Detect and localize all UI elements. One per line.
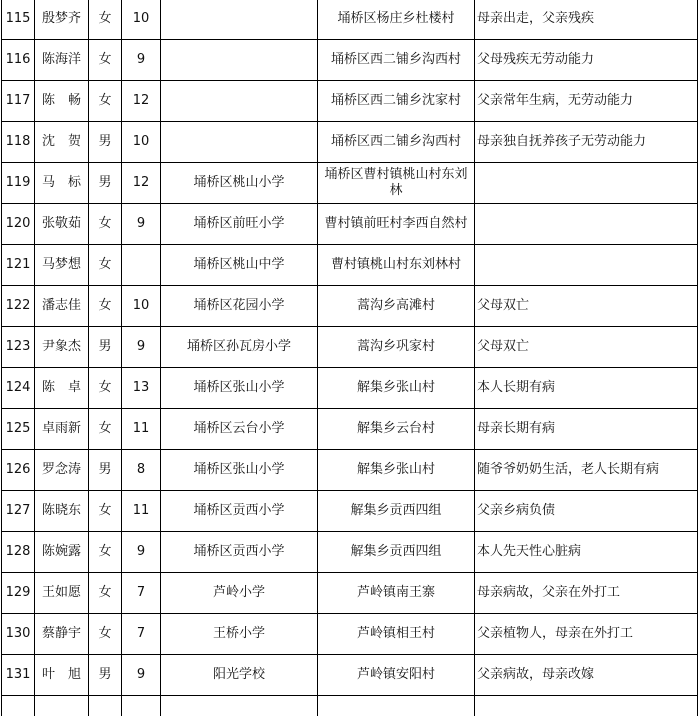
situation-cell[interactable] — [475, 204, 698, 245]
row-number-cell[interactable]: 115 — [2, 0, 35, 40]
address-cell[interactable] — [318, 696, 475, 716]
row-number-cell[interactable]: 119 — [2, 163, 35, 204]
situation-cell[interactable]: 母亲出走，父亲残疾 — [475, 0, 698, 40]
name-cell[interactable]: 蔡静宇 — [35, 614, 89, 655]
sex-cell[interactable]: 女 — [89, 573, 122, 614]
name-cell[interactable]: 卓雨新 — [35, 409, 89, 450]
row-number-cell[interactable]: 124 — [2, 368, 35, 409]
age-cell[interactable]: 9 — [122, 327, 161, 368]
situation-cell[interactable]: 本人长期有病 — [475, 368, 698, 409]
situation-cell[interactable]: 父亲病故，母亲改嫁 — [475, 655, 698, 696]
situation-cell[interactable]: 父母双亡 — [475, 327, 698, 368]
school-cell[interactable]: 芦岭小学 — [161, 573, 318, 614]
name-cell[interactable]: 殷梦齐 — [35, 0, 89, 40]
name-cell[interactable]: 尹象杰 — [35, 327, 89, 368]
table-row — [2, 696, 698, 716]
school-cell[interactable]: 埇桥区前旺小学 — [161, 204, 318, 245]
address-cell[interactable]: 解集乡张山村 — [318, 450, 475, 491]
row-number-cell[interactable]: 118 — [2, 122, 35, 163]
row-number-cell[interactable]: 123 — [2, 327, 35, 368]
table-row — [2, 0, 698, 40]
address-cell[interactable]: 蒿沟乡巩家村 — [318, 327, 475, 368]
address-cell[interactable]: 埇桥区西二铺乡沟西村 — [318, 40, 475, 81]
sex-cell[interactable]: 女 — [89, 81, 122, 122]
situation-cell[interactable]: 父亲乡病负债 — [475, 491, 698, 532]
name-cell[interactable]: 马 标 — [35, 163, 89, 204]
age-cell[interactable]: 10 — [122, 0, 161, 40]
row-number-cell[interactable]: 121 — [2, 245, 35, 286]
row-number-cell[interactable]: 125 — [2, 409, 35, 450]
school-cell[interactable] — [161, 122, 318, 163]
school-cell[interactable]: 王桥小学 — [161, 614, 318, 655]
situation-cell[interactable]: 父母双亡 — [475, 286, 698, 327]
row-number-cell[interactable]: 126 — [2, 450, 35, 491]
name-cell[interactable] — [35, 696, 89, 716]
name-cell[interactable]: 张敬茹 — [35, 204, 89, 245]
table-row — [2, 614, 698, 655]
situation-cell[interactable] — [475, 696, 698, 716]
situation-cell[interactable]: 随爷爷奶奶生活，老人长期有病 — [475, 450, 698, 491]
address-cell[interactable]: 埇桥区西二铺乡沟西村 — [318, 122, 475, 163]
age-cell[interactable]: 8 — [122, 450, 161, 491]
row-number-cell[interactable]: 131 — [2, 655, 35, 696]
sex-cell[interactable]: 男 — [89, 163, 122, 204]
school-cell[interactable]: 埇桥区张山小学 — [161, 368, 318, 409]
name-cell[interactable]: 罗念涛 — [35, 450, 89, 491]
sex-cell[interactable] — [89, 696, 122, 716]
age-cell[interactable]: 13 — [122, 368, 161, 409]
table-row — [2, 245, 698, 286]
sex-cell[interactable]: 女 — [89, 0, 122, 40]
sex-cell[interactable]: 女 — [89, 368, 122, 409]
row-number-cell[interactable]: 128 — [2, 532, 35, 573]
table-row — [2, 204, 698, 245]
roster-body — [2, 0, 698, 716]
situation-cell[interactable]: 母亲独自抚养孩子无劳动能力 — [475, 122, 698, 163]
age-cell[interactable]: 11 — [122, 491, 161, 532]
table-row — [2, 450, 698, 491]
table-row — [2, 122, 698, 163]
table-row — [2, 573, 698, 614]
school-cell[interactable]: 埇桥区桃山中学 — [161, 245, 318, 286]
sex-cell[interactable]: 女 — [89, 491, 122, 532]
school-cell[interactable] — [161, 0, 318, 40]
name-cell[interactable]: 陈 畅 — [35, 81, 89, 122]
age-cell[interactable]: 9 — [122, 532, 161, 573]
situation-cell[interactable]: 母亲长期有病 — [475, 409, 698, 450]
school-cell[interactable]: 埇桥区云台小学 — [161, 409, 318, 450]
name-cell[interactable]: 沈 贺 — [35, 122, 89, 163]
address-cell[interactable]: 蒿沟乡高滩村 — [318, 286, 475, 327]
age-cell[interactable]: 9 — [122, 40, 161, 81]
table-row — [2, 327, 698, 368]
age-cell[interactable] — [122, 245, 161, 286]
row-number-cell[interactable] — [2, 696, 35, 716]
age-cell[interactable]: 9 — [122, 655, 161, 696]
sex-cell[interactable]: 男 — [89, 327, 122, 368]
school-cell[interactable]: 埇桥区桃山小学 — [161, 163, 318, 204]
school-cell[interactable]: 埇桥区孙瓦房小学 — [161, 327, 318, 368]
name-cell[interactable]: 陈海洋 — [35, 40, 89, 81]
name-cell[interactable]: 叶 旭 — [35, 655, 89, 696]
address-cell[interactable]: 曹村镇前旺村李西自然村 — [318, 204, 475, 245]
address-cell[interactable]: 解集乡云台村 — [318, 409, 475, 450]
table-row — [2, 368, 698, 409]
table-row — [2, 40, 698, 81]
school-cell[interactable]: 埇桥区花园小学 — [161, 286, 318, 327]
name-cell[interactable]: 马梦想 — [35, 245, 89, 286]
address-cell[interactable]: 解集乡张山村 — [318, 368, 475, 409]
name-cell[interactable]: 陈婉露 — [35, 532, 89, 573]
address-cell[interactable]: 芦岭镇安阳村 — [318, 655, 475, 696]
address-cell[interactable]: 埇桥区曹村镇桃山村东刘林 — [318, 163, 475, 204]
address-cell[interactable]: 解集乡贡西四组 — [318, 532, 475, 573]
table-row — [2, 81, 698, 122]
school-cell[interactable]: 埇桥区贡西小学 — [161, 491, 318, 532]
name-cell[interactable]: 王如愿 — [35, 573, 89, 614]
sex-cell[interactable]: 男 — [89, 655, 122, 696]
row-number-cell[interactable]: 120 — [2, 204, 35, 245]
address-cell[interactable]: 埇桥区杨庄乡杜楼村 — [318, 0, 475, 40]
school-cell[interactable]: 阳光学校 — [161, 655, 318, 696]
table-row — [2, 286, 698, 327]
table-row — [2, 491, 698, 532]
address-cell[interactable]: 芦岭镇相王村 — [318, 614, 475, 655]
situation-cell[interactable]: 父亲植物人，母亲在外打工 — [475, 614, 698, 655]
situation-cell[interactable]: 父亲常年生病，无劳动能力 — [475, 81, 698, 122]
row-number-cell[interactable]: 127 — [2, 491, 35, 532]
name-cell[interactable]: 陈晓东 — [35, 491, 89, 532]
address-cell[interactable]: 解集乡贡西四组 — [318, 491, 475, 532]
situation-cell[interactable]: 母亲病故，父亲在外打工 — [475, 573, 698, 614]
age-cell[interactable]: 9 — [122, 204, 161, 245]
row-number-cell[interactable]: 117 — [2, 81, 35, 122]
sex-cell[interactable]: 女 — [89, 614, 122, 655]
sex-cell[interactable]: 男 — [89, 450, 122, 491]
row-number-cell[interactable]: 122 — [2, 286, 35, 327]
address-cell[interactable]: 芦岭镇南王寨 — [318, 573, 475, 614]
age-cell[interactable]: 12 — [122, 163, 161, 204]
table-row — [2, 163, 698, 204]
sex-cell[interactable]: 女 — [89, 409, 122, 450]
sex-cell[interactable]: 女 — [89, 40, 122, 81]
name-cell[interactable]: 陈 卓 — [35, 368, 89, 409]
situation-cell[interactable]: 本人先天性心脏病 — [475, 532, 698, 573]
table-row — [2, 409, 698, 450]
age-cell[interactable]: 10 — [122, 122, 161, 163]
table-row — [2, 655, 698, 696]
student-roster-table — [1, 0, 698, 716]
school-cell[interactable]: 埇桥区贡西小学 — [161, 532, 318, 573]
sex-cell[interactable]: 女 — [89, 204, 122, 245]
table-row — [2, 532, 698, 573]
age-cell[interactable]: 10 — [122, 286, 161, 327]
sex-cell[interactable]: 女 — [89, 532, 122, 573]
age-cell[interactable]: 7 — [122, 573, 161, 614]
row-number-cell[interactable]: 116 — [2, 40, 35, 81]
school-cell[interactable] — [161, 40, 318, 81]
sex-cell[interactable]: 男 — [89, 122, 122, 163]
sex-cell[interactable]: 女 — [89, 286, 122, 327]
name-cell[interactable]: 潘志佳 — [35, 286, 89, 327]
row-number-cell[interactable]: 129 — [2, 573, 35, 614]
row-number-cell[interactable]: 130 — [2, 614, 35, 655]
situation-cell[interactable]: 父母残疾无劳动能力 — [475, 40, 698, 81]
age-cell[interactable]: 7 — [122, 614, 161, 655]
situation-cell[interactable] — [475, 163, 698, 204]
sex-cell[interactable]: 女 — [89, 245, 122, 286]
address-cell[interactable]: 埇桥区西二铺乡沈家村 — [318, 81, 475, 122]
school-cell[interactable] — [161, 81, 318, 122]
school-cell[interactable]: 埇桥区张山小学 — [161, 450, 318, 491]
age-cell[interactable]: 11 — [122, 409, 161, 450]
school-cell[interactable] — [161, 696, 318, 716]
age-cell[interactable]: 12 — [122, 81, 161, 122]
address-cell[interactable]: 曹村镇桃山村东刘林村 — [318, 245, 475, 286]
age-cell[interactable] — [122, 696, 161, 716]
situation-cell[interactable] — [475, 245, 698, 286]
